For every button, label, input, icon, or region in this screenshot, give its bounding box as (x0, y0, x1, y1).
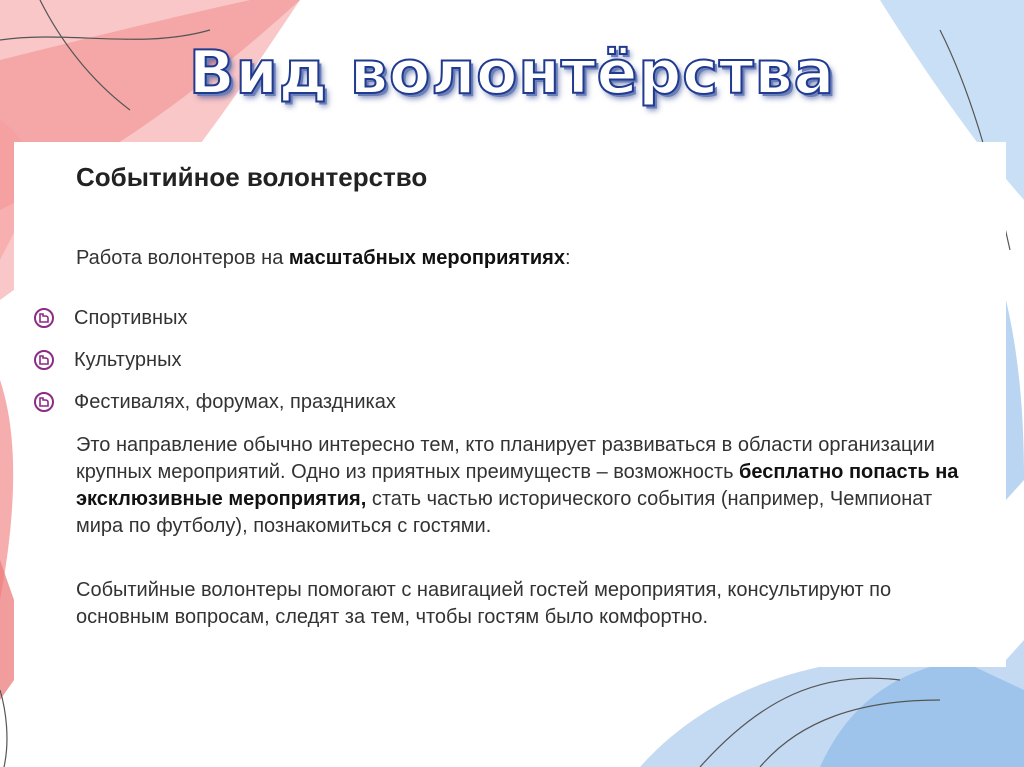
bullet-icon (34, 392, 54, 412)
para1-text-a: Это направление обычно интересно тем, кто планирует развиваться в области организации крупных мероприятий. Одно из приятных преимуществ – возможность (76, 434, 935, 483)
list-item (34, 297, 396, 339)
intro-prefix: Работа волонтеров на (76, 247, 289, 269)
card-heading: Событийное волонтерство (76, 162, 428, 192)
list-item (34, 339, 396, 381)
content-card (14, 142, 1006, 667)
bullet-icon (34, 308, 54, 328)
paragraph-benefits (76, 432, 976, 540)
intro-text (76, 247, 571, 270)
para1-bold: бесплатно попасть на эксклюзивные мероприятия, (76, 461, 959, 510)
bullet-icon (34, 350, 54, 370)
intro-bold: масштабных мероприятиях (288, 247, 565, 269)
list-item (34, 381, 396, 423)
para1-text-b: стать частью исторического события (например, Чемпионат мира по футболу), познакомиться с гостями. (76, 488, 933, 537)
slide-title: Вид волонтёрства (188, 38, 836, 108)
list-item-label: Спортивных (74, 306, 188, 329)
list-item-label: Культурных (74, 348, 182, 371)
paragraph-duties: Событийные волонтеры помогают с навигацией гостей мероприятия, консультируют по основным вопросам, следят за тем, чтобы гостям было комфортно. (76, 579, 892, 628)
list-item-label: Фестивалях, форумах, праздниках (74, 390, 396, 413)
intro-suffix: : (564, 247, 571, 269)
event-type-list (34, 297, 396, 423)
